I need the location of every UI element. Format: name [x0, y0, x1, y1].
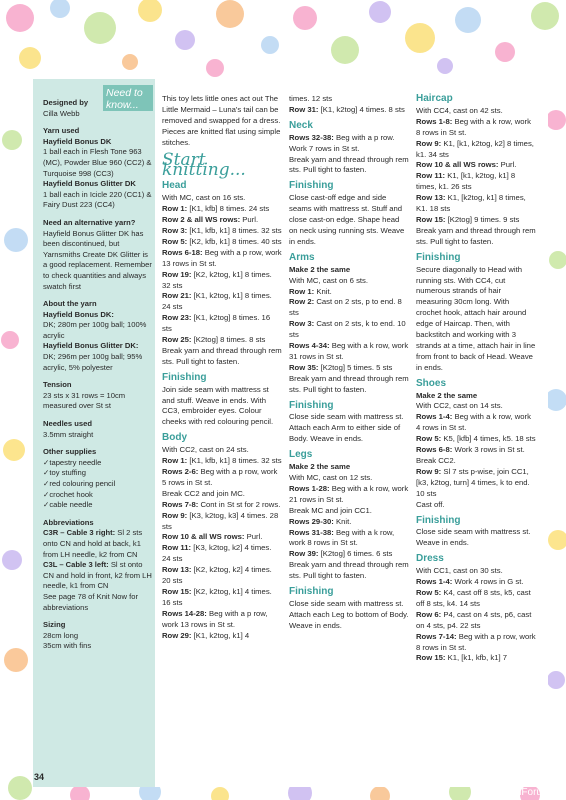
instruction-line: With CC4, cast on 42 sts.	[416, 105, 503, 115]
instruction-line: Row 13: [K2, k2tog, k2] 4 times. 20 sts	[162, 565, 272, 586]
page-number: 34	[34, 772, 45, 782]
finishing-heading: Finishing	[416, 251, 461, 263]
instruction-line: Rows 6-18: Beg with a p row, work 13 rows in St st.	[162, 247, 282, 268]
instruction-line: Break CC2.	[416, 456, 456, 465]
finishing-text: Join side seam with mattress st and stuff. Weave in ends. With CC3, embroider eyes. Colour cheeks with red colouring pencil.	[162, 384, 274, 427]
tension-heading: Tension	[43, 380, 72, 390]
yarn2-desc: 1 ball each in Icicle 220 (CC1) & Fairy Dust 223 (CC4)	[43, 189, 152, 210]
sidebar-content	[43, 98, 153, 652]
instruction-line: Row 15: K1, [k1, kfb, k1] 7	[416, 653, 508, 663]
shoes-instructions	[416, 401, 536, 510]
abbreviations-heading: Abbreviations	[43, 517, 94, 527]
instruction-line: Break yarn and thread through rem sts. Pull tight to fasten.	[162, 345, 282, 366]
instruction-line: Break CC2 and join MC.	[162, 488, 245, 498]
instruction-line: Rows 29-30: Knit.	[289, 516, 352, 526]
shoes-sub: Make 2 the same	[416, 390, 478, 400]
supply-item: ✓ toy stuffing	[43, 468, 153, 479]
instruction-line: times. 12 sts	[289, 94, 333, 103]
instruction-line: Row 35: [K2tog] 5 times. 5 sts	[289, 362, 393, 372]
supplies-heading: Other supplies	[43, 447, 97, 457]
instruction-line: Row 11: K1, [k1, k2tog, k1] 8 times, k1. 26 sts	[416, 171, 516, 192]
legs-instructions	[289, 473, 409, 582]
instruction-line: Break yarn and thread through rem sts. Pull tight to fasten.	[289, 560, 409, 581]
yarn1-desc: 1 ball each in Flesh Tone 963 (MC), Powder Blue 960 (CC2) & Turquoise 998 (CC3)	[43, 147, 152, 178]
abbr-see: See page 78 of Knit Now for abbreviations	[43, 591, 138, 612]
instruction-line: Break MC and join CC1.	[289, 505, 372, 515]
sizing-heading: Sizing	[43, 620, 66, 630]
about-yarn-heading: About the yarn	[43, 299, 97, 309]
instruction-line: With CC2, cast on 14 sts.	[416, 401, 503, 411]
alt-yarn-heading: Need an alternative yarn?	[43, 217, 136, 227]
arms-instructions	[289, 276, 409, 396]
instruction-line: Row 1: [K1, kfb] 8 times. 24 sts	[162, 204, 270, 214]
instruction-line: Row 5: K5, [kfb] 4 times, k5. 18 sts	[416, 434, 536, 444]
instruction-line: Row 11: [K3, k2tog, k2] 4 times. 24 sts	[162, 543, 272, 564]
instruction-line: Rows 7-8: Cont in St st for 2 rows.	[162, 499, 281, 509]
instruction-line: Rows 1-8: Beg with a k row, work 8 rows in St st.	[416, 116, 531, 137]
instruction-line: Row 6: P4, cast on 4 sts, p6, cast on 4 sts, p4. 22 sts	[416, 609, 532, 630]
neck-heading: Neck	[289, 119, 313, 131]
instruction-line: Rows 14-28: Beg with a p row, work 13 rows in St st.	[162, 608, 268, 629]
instruction-line: Break yarn and thread through rem sts. Pull tight to fasten.	[289, 373, 409, 394]
instruction-line: Rows 1-28: Beg with a k row, work 21 rows in St st.	[289, 483, 409, 504]
instruction-line: Cast off.	[416, 499, 445, 509]
instruction-line: Row 9: Sl 7 sts p-wise, join CC1, [k3, k2tog, turn] 4 times, k to end. 10 sts	[416, 466, 530, 498]
needles-heading: Needles used	[43, 419, 92, 429]
instruction-line: With MC, cast on 16 sts.	[162, 193, 246, 203]
start-knitting-heading: Start knitting...	[162, 149, 246, 181]
instruction-line: Rows 1-4: Beg with a k row, work 4 rows in St st.	[416, 412, 531, 433]
instruction-line: Row 1: Knit.	[289, 286, 332, 296]
instruction-line: Row 29: [K1, k2tog, k1] 4	[162, 630, 250, 640]
finishing-text: Close cast-off edge and side seams with mattress st. Stuff and close cast-on edge. Shape head on neck using running sts. Weave in ends.	[289, 193, 405, 246]
tension-text: 23 sts x 31 rows = 10cm measured over St st	[43, 390, 126, 411]
instruction-line: Row 1: [K1, kfb, k1] 8 times. 32 sts	[162, 456, 282, 466]
shoes-heading: Shoes	[416, 377, 447, 389]
sizing-line: 35cm with fins	[43, 641, 92, 651]
instruction-line: Row 3: Cast on 2 sts, k to end. 10 sts	[289, 319, 406, 340]
instruction-line: With MC, cast on 6 sts.	[289, 275, 369, 285]
about-yarn2-name: Hayfield Bonus Glitter DK:	[43, 341, 139, 351]
instruction-line: Rows 6-8: Work 3 rows in St st.	[416, 445, 525, 455]
about-yarn1-text: DK; 280m per 100g ball; 100% acrylic	[43, 320, 147, 340]
instruction-line: Row 31: [K1, k2tog] 4 times. 8 sts	[289, 104, 405, 114]
supply-item: ✓ cable needle	[43, 500, 153, 511]
column-2	[289, 94, 409, 632]
instruction-line: Rows 32-38: Beg with a p row. Work 7 rows in St st.	[289, 132, 395, 153]
finishing-heading: Finishing	[416, 514, 461, 526]
finishing-heading: Finishing	[289, 399, 334, 411]
supply-item: ✓ tapestry needle	[43, 458, 153, 469]
body-heading: Body	[162, 432, 187, 444]
body-continued	[289, 94, 409, 116]
instruction-line: Row 3: [K1, kfb, k1] 8 times. 32 sts	[162, 225, 282, 235]
arms-heading: Arms	[289, 251, 315, 263]
arms-sub: Make 2 the same	[289, 264, 351, 274]
instruction-line: With CC1, cast on 30 sts.	[416, 566, 503, 576]
instruction-line: Rows 2-6: Beg with a p row, work 5 rows in St st.	[162, 467, 278, 487]
designer-name: Cilla Webb	[43, 108, 80, 118]
finishing-heading: Finishing	[289, 180, 334, 192]
alt-yarn-text: Hayfield Bonus Glitter DK has been discontinued, but Yarnsmiths Create DK Glitter is a good replacement. Remember to check quantities and always swatch first	[43, 228, 152, 291]
yarn-used-heading: Yarn used	[43, 126, 80, 136]
instruction-line: Row 39: [K2tog] 6 times. 6 sts	[289, 549, 393, 559]
head-instructions	[162, 193, 282, 368]
instruction-line: Rows 7-14: Beg with a p row, work 8 rows in St st.	[416, 631, 536, 652]
instruction-line: Row 2: Cast on 2 sts, p to end. 8 sts	[289, 297, 402, 318]
instruction-line: Row 25: [K2tog] 8 times. 8 sts	[162, 335, 266, 345]
body-instructions	[162, 445, 282, 641]
instruction-line: Row 15: [K2tog] 9 times. 9 sts	[416, 214, 520, 224]
sizing-line: 28cm long	[43, 630, 79, 640]
finishing-text: Secure diagonally to Head with running sts. With CC4, cut numerous strands of hair measuring 30cm long. With crochet hook, attach hair around edge of Haircap. Then, with backstitch and working with 3 strands at a time, attach hair in line from front to back of Head. Weave in ends.	[416, 264, 536, 372]
abbr2-name: C3L – Cable 3 left:	[43, 560, 109, 570]
finishing-text: Close side seam with mattress st. Attach each Arm to either side of Body. Weave in ends.	[289, 412, 404, 444]
about-yarn1-name: Hayfield Bonus DK:	[43, 309, 114, 319]
needles-text: 3.5mm straight	[43, 429, 94, 439]
instruction-line: Row 5: [K2, kfb, k1] 8 times. 40 sts	[162, 236, 282, 246]
yarn2-name: Hayfield Bonus Glitter DK	[43, 179, 136, 189]
instruction-line: Row 10 & all WS rows: Purl.	[416, 160, 517, 170]
instruction-line: Row 21: [K1, k2tog, k1] 8 times. 24 sts	[162, 291, 272, 312]
instruction-line: Row 15: [K2, k2tog, k1] 4 times. 16 sts	[162, 586, 272, 607]
legs-heading: Legs	[289, 449, 313, 461]
need-to-know-tab: Need to know...	[103, 85, 153, 111]
haircap-heading: Haircap	[416, 93, 453, 104]
instruction-line: Break yarn and thread through rem sts. Pull tight to fasten.	[289, 154, 409, 175]
instruction-line: Rows 1-4: Work 4 rows in G st.	[416, 577, 524, 587]
abbr1-name: C3R – Cable 3 right:	[43, 528, 116, 538]
instruction-line: With CC2, cast on 24 sts.	[162, 445, 249, 455]
about-yarn2-text: DK; 296m per 100g ball; 95% acrylic, 5% polyester	[43, 352, 143, 372]
instruction-line: Row 2 & all WS rows: Purl.	[162, 215, 259, 225]
instruction-line: Row 5: K4, cast off 8 sts, k5, cast off 8 sts, k4. 14 sts	[416, 587, 531, 608]
dress-heading: Dress	[416, 553, 444, 565]
intro-text: This toy lets little ones act out The Little Mermaid – Luna's tail can be removed and swapped for a dress. Pieces are knitted flat using simple stitches.	[162, 94, 281, 147]
instruction-line: Row 9: K1, [k1, k2tog, k2] 8 times, k1. 34 sts	[416, 138, 534, 159]
watermark: PassionForum.ru	[485, 787, 562, 798]
finishing-text: Close side seam with mattress st. Attach each Leg to bottom of Body. Weave in ends.	[289, 598, 409, 630]
supply-item: ✓ red colouring pencil	[43, 479, 153, 490]
instruction-line: Rows 31-38: Beg with a k row, work 8 rows in St st.	[289, 527, 395, 548]
instruction-line: Rows 4-34: Beg with a k row, work 31 rows in St st.	[289, 341, 409, 361]
haircap-instructions	[416, 106, 536, 248]
instruction-line: Row 23: [K1, k2tog] 8 times. 16 sts	[162, 313, 271, 334]
column-1	[162, 94, 282, 642]
abbr2-text: Sl st onto CN and hold in front, k2 from LH needle, k1 from CN	[43, 560, 152, 591]
column-3	[416, 94, 536, 664]
neck-instructions	[289, 133, 409, 177]
legs-sub: Make 2 the same	[289, 462, 351, 472]
head-heading: Head	[162, 180, 187, 192]
instruction-line: Row 13: K1, [k2tog, k1] 8 times, K1. 18 sts	[416, 193, 526, 214]
finishing-text: Close side seam with mattress st. Weave in ends.	[416, 527, 531, 548]
supply-item: ✓ crochet hook	[43, 490, 153, 501]
yarn1-name: Hayfield Bonus DK	[43, 136, 112, 146]
designed-by-heading: Designed by	[43, 98, 89, 107]
dress-instructions	[416, 566, 536, 664]
instruction-line: Row 19: [K2, k2tog, k1] 8 times. 32 sts	[162, 269, 272, 290]
abbr1-text: Sl 2 sts onto CN and hold at back, k1 from LH needle, k2 from CN	[43, 528, 143, 559]
instruction-line: Row 9: [K3, k2tog, k3] 4 times. 28 sts	[162, 510, 279, 531]
finishing-heading: Finishing	[162, 371, 207, 383]
finishing-heading: Finishing	[289, 586, 334, 598]
instruction-line: Row 10 & all WS rows: Purl.	[162, 532, 263, 542]
instruction-line: With MC, cast on 12 sts.	[289, 473, 373, 482]
instruction-line: Break yarn and thread through rem sts. Pull tight to fasten.	[416, 225, 536, 246]
supplies-list	[43, 458, 153, 511]
